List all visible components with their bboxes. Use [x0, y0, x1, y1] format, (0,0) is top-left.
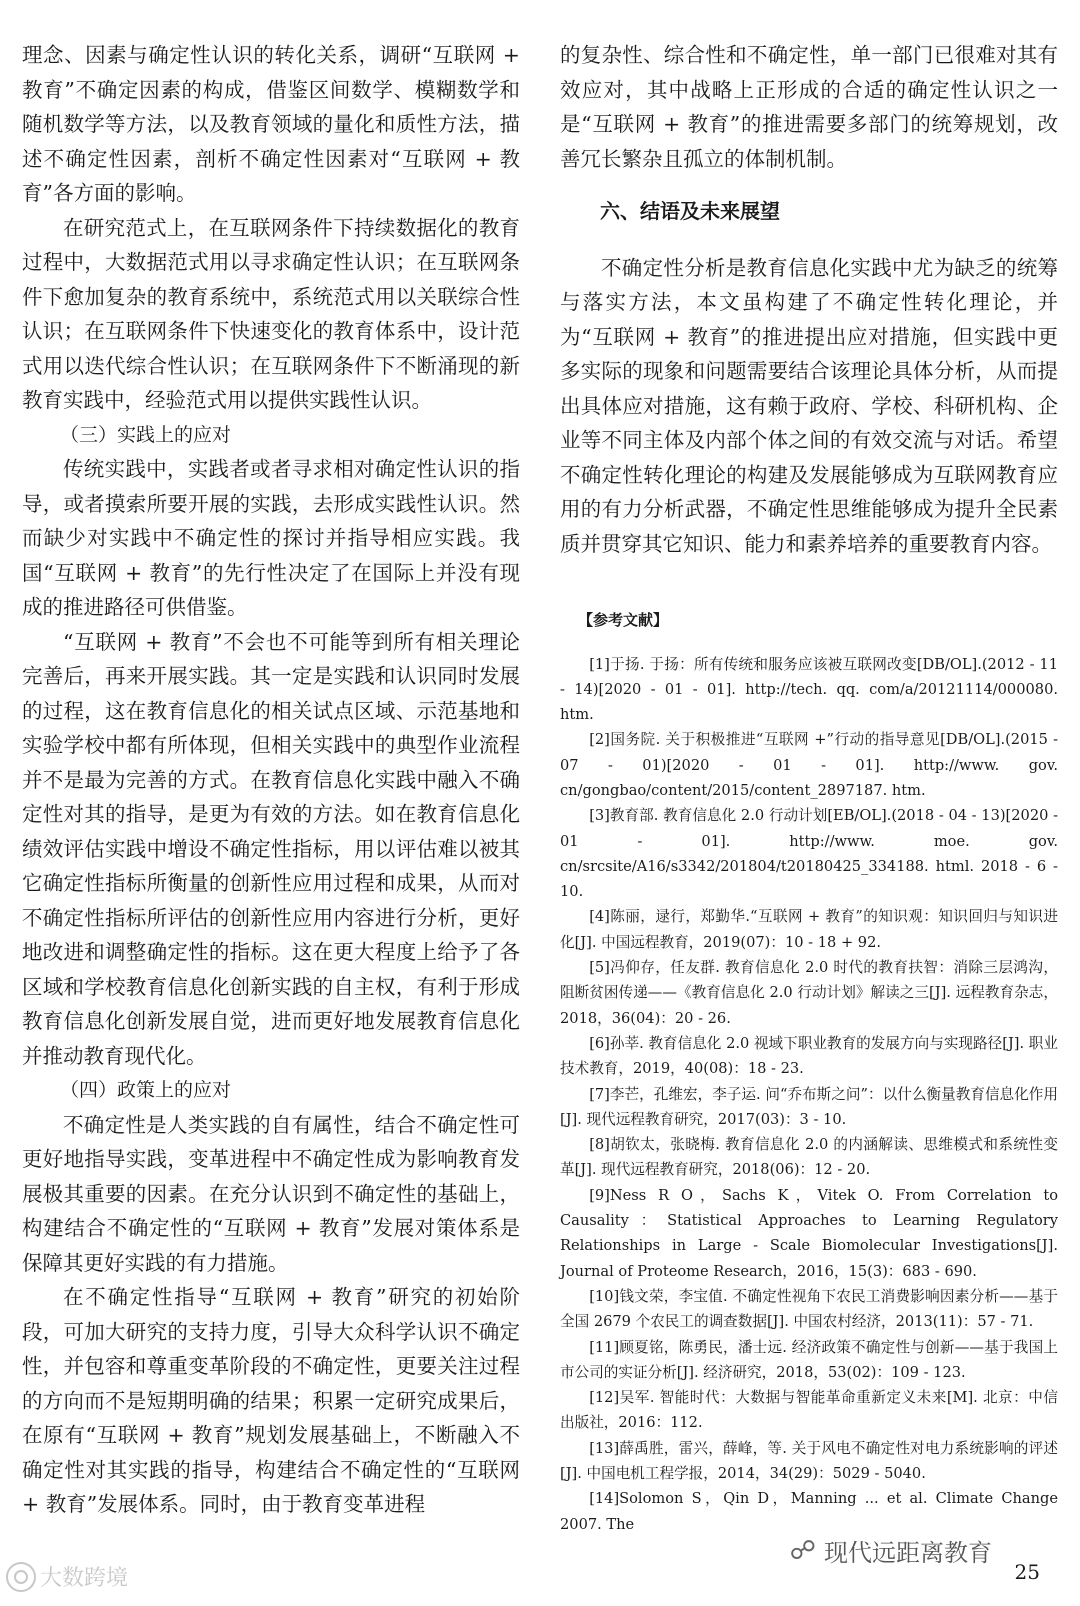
paragraph: 在不确定性指导“互联网 + 教育”研究的初始阶段，可加大研究的支持力度，引导大众科学认识不确定性，并包容和尊重变革阶段的不确定性，更要关注过程的方向而不是短期明确的结果；积累一定研究成果后，在原有“互联网 + 教育”规划发展基础上，不断融入不确定性对其实践的指导，构建结合不确定性的“互联网 + 教育”发展体系。同时，由于教育变革进程 [22, 1285, 520, 1516]
reference-item: [13]薛禹胜，雷兴，薛峰，等. 关于风电不确定性对电力系统影响的评述[J]. 中国电机工程学报，2014，34(29)：5029 - 5040. [560, 1439, 1058, 1482]
paragraph: 传统实践中，实践者或者寻求相对确定性认识的指导，或者摸索所要开展的实践，去形成实践性认识。然而缺少对实践中不确定性的探讨并指导相应实践。我国“互联网 + 教育”的先行性决定了在国际上并没有现成的推进路径可供借鉴。 [22, 457, 520, 619]
left-column [22, 38, 520, 1522]
right-column [560, 38, 1058, 1537]
page-number: 25 [1014, 1560, 1040, 1584]
reference-item: [7]李芒，孔维宏，李子运. 问“乔布斯之问”：以什么衡量教育信息化作用[J]. 现代远程教育研究，2017(03)：3 - 10. [560, 1085, 1058, 1128]
paragraph: 的复杂性、综合性和不确定性，单一部门已很难对其有效应对，其中战略上正形成的合适的确定性认识之一是“互联网 + 教育”的推进需要多部门的统筹规划，改善冗长繁杂且孤立的体制机制。 [560, 43, 1058, 171]
section-title: 六、结语及未来展望 [600, 199, 780, 223]
paragraph: 不确定性是人类实践的自有属性，结合不确定性可更好地指导实践，变革进程中不确定性成为影响教育发展极其重要的因素。在充分认识到不确定性的基础上，构建结合不确定性的“互联网 + 教育”发展对策体系是保障其更好实践的有力措施。 [22, 1112, 520, 1275]
reference-item: [10]钱文荣，李宝值. 不确定性视角下农民工消费影响因素分析——基于全国 2679 个农民工的调查数据[J]. 中国农村经济，2013(11)：57 - 71. [560, 1287, 1058, 1331]
paragraph: 在研究范式上，在互联网条件下持续数据化的教育过程中，大数据范式用以寻求确定性认识；在互联网条件下愈加复杂的教育系统中，系统范式用以关联综合性认识；在互联网条件下快速变化的教育体系中，设计范式用以迭代综合性认识；在互联网条件下不断涌现的新教育实践中，经验范式用以提供实践性认识。 [22, 215, 520, 412]
reference-item: [5]冯仰存，任友群. 教育信息化 2.0 时代的教育扶智：消除三层鸿沟，阻断贫困传递——《教育信息化 2.0 行动计划》解读之三[J]. 远程教育杂志，2018，36(04)：20 - 26. [560, 959, 1058, 1027]
paragraph: 不确定性分析是教育信息化实践中尤为缺乏的统筹与落实方法，本文虽构建了不确定性转化理论，并为“互联网 + 教育”的推进提出应对措施，但实践中更多实际的现象和问题需要结合该理论具体分析，从而提出具体应对措施，这有赖于政府、学校、科研机构、企业等不同主体及内部个体之间的有效交流与对话。希望不确定性转化理论的构建及发展能够成为互联网教育应用的有力分析武器，不确定性思维能够成为提升全民素质并贯穿其它知识、能力和素养培养的重要教育内容。 [560, 255, 1058, 556]
watermark-logo-icon [6, 1562, 36, 1592]
reference-item: [4]陈丽，逯行，郑勤华.“互联网 + 教育”的知识观：知识回归与知识进化[J]. 中国远程教育，2019(07)：10 - 18 + 92. [560, 908, 1058, 951]
watermark-left [6, 1561, 128, 1592]
subheading-policy: （四）政策上的应对 [60, 1079, 232, 1101]
reference-item: [2]国务院. 关于积极推进“互联网 +”行动的指导意见[DB/OL].(2015 - 07 - 01)[2020 - 01 - 01]. http://www. gov. cn/gongbao/content/2015/content_2897187. htm. [560, 731, 1058, 799]
reference-item: [1]于扬. 于扬：所有传统和服务应该被互联网改变[DB/OL].(2012 - 11 - 14)[2020 - 01 - 01]. http://tech. qq. com/a/20121114/000080. htm. [560, 655, 1058, 724]
watermark-left-text: 大数跨境 [40, 1566, 129, 1591]
watermark-right-text: 现代远距离教育 [824, 1539, 992, 1567]
reference-item: [11]顾夏铭，陈勇民，潘士远. 经济政策不确定性与创新——基于我国上市公司的实证分析[J]. 经济研究，2018，53(02)：109 - 123. [560, 1338, 1058, 1381]
paragraph: “互联网 + 教育”不会也不可能等到所有相关理论完善后，再来开展实践。其一定是实践和认识同时发展的过程，这在教育信息化的相关试点区域、示范基地和实验学校中都有所体现，但相关实践中的典型作业流程并不是最为完善的方式。在教育信息化实践中融入不确定性对其的指导，是更为有效的方法。如在教育信息化绩效评估实践中增设不确定性指标，用以评估难以被其它确定性指标所衡量的创新性应用过程和成果，从而对不确定性指标所评估的创新性应用内容进行分析，更好地改进和调整确定性的指标。这在更大程度上给予了各区域和学校教育信息化创新实践的自主权，有利于形成教育信息化创新发展自觉，进而更好地发展教育信息化并推动教育现代化。 [22, 629, 520, 1068]
wechat-icon: ☍ [789, 1535, 816, 1566]
references-title: 【参考文献】 [578, 611, 669, 629]
watermark-right [790, 1533, 992, 1568]
reference-list [560, 652, 1058, 1537]
reference-item: [6]孙莘. 教育信息化 2.0 视域下职业教育的发展方向与实现路径[J]. 职业技术教育，2019，40(08)：18 - 23. [560, 1034, 1058, 1078]
reference-item: [8]胡钦太，张晓梅. 教育信息化 2.0 的内涵解读、思维模式和系统性变革[J]. 现代远程教育研究，2018(06)：12 - 20. [560, 1136, 1058, 1179]
subheading-practice: （三）实践上的应对 [60, 423, 232, 446]
reference-item: [14]Solomon S，Qin D，Manning ... et al. Climate Change 2007. The [560, 1490, 1058, 1533]
reference-item: [12]吴军. 智能时代：大数据与智能革命重新定义未来[M]. 北京：中信出版社，2016：112. [560, 1389, 1058, 1432]
paragraph: 理念、因素与确定性认识的转化关系，调研“互联网 + 教育”不确定因素的构成，借鉴区间数学、模糊数学和随机数学等方法，以及教育领域的量化和质性方法，描述不确定性因素，剖析不确定性因素对“互联网 + 教育”各方面的影响。 [22, 43, 520, 205]
reference-item: [3]教育部. 教育信息化 2.0 行动计划[EB/OL].(2018 - 04 - 13)[2020 - 01 - 01]. http://www. moe. gov. cn/srcsite/A16/s3342/201804/t20180425_334188. html. 2018 - 6 - 10. [560, 807, 1058, 901]
reference-item: [9]Ness R O，Sachs K，Vitek O. From Correlation to Causality：Statistical Approaches to Learning Regulatory Relationships in Large - Scale Biomolecular Investigations[J]. Journal of Proteome Research，2016，15(3)：683 - 690. [560, 1186, 1058, 1280]
